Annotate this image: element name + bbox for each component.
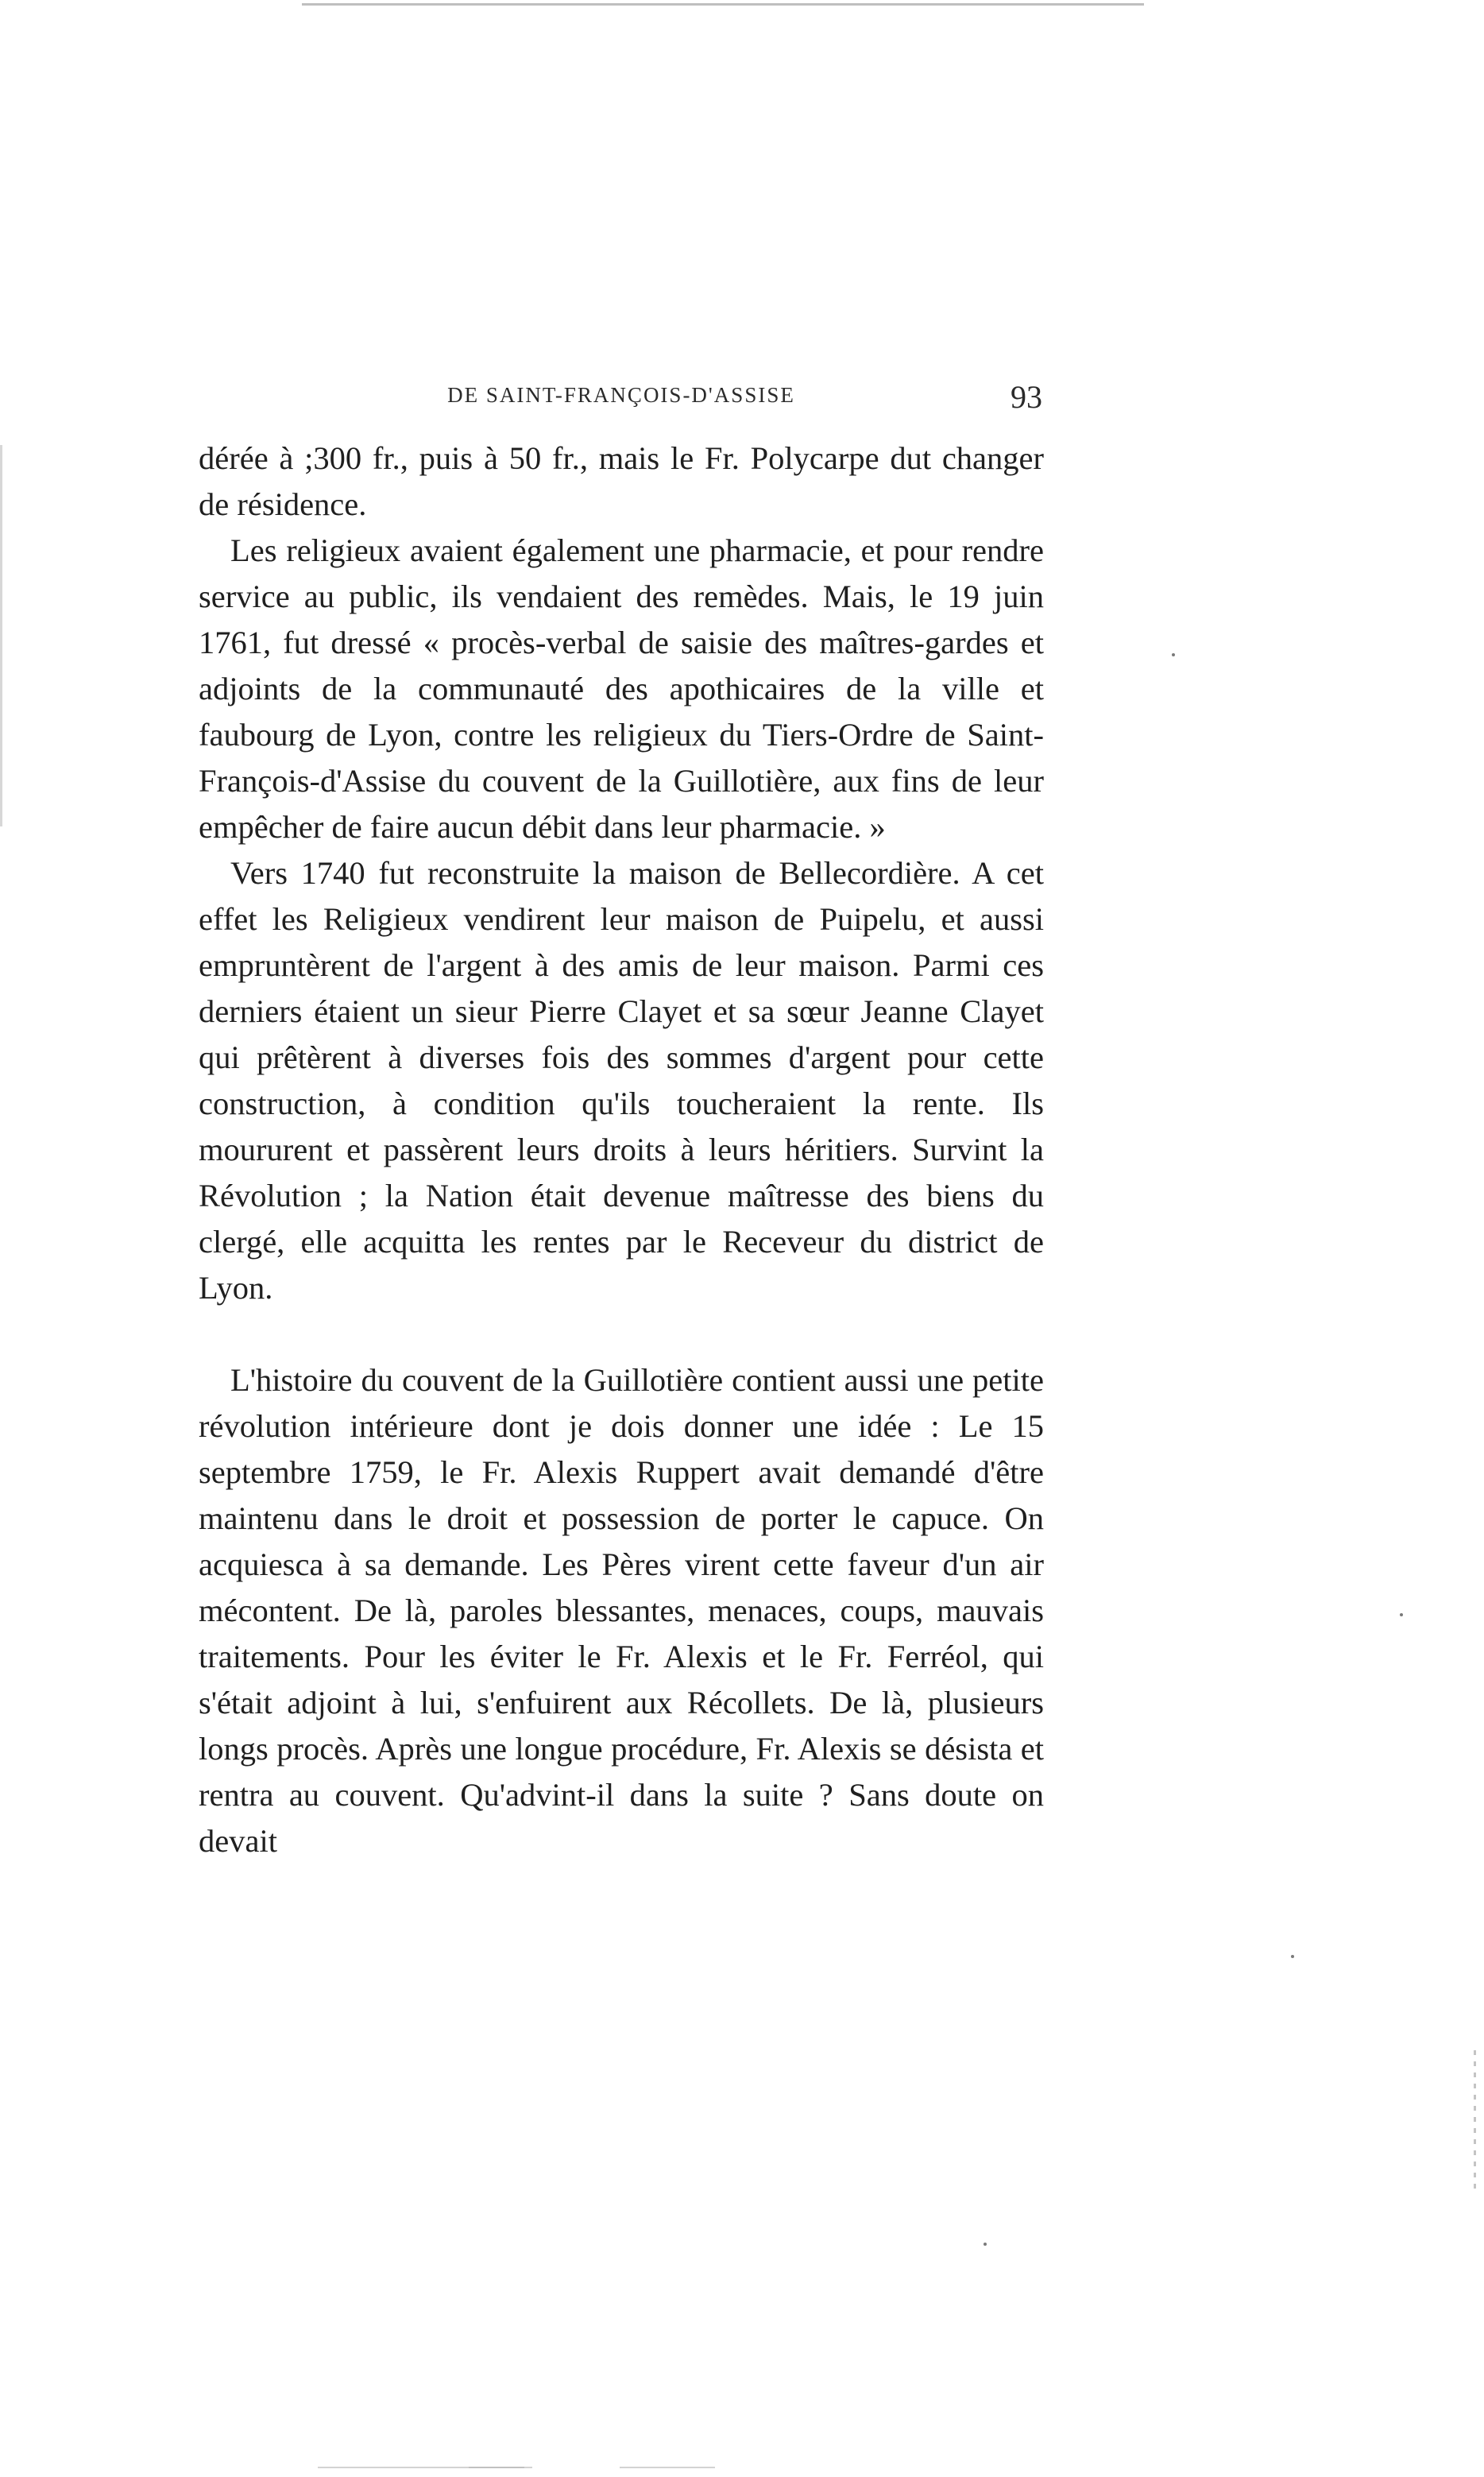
body-text <box>199 435 1044 1864</box>
paragraph-bellecordiere: Vers 1740 fut reconstruite la maison de Bellecordière. A cet effet les Religieux vendirent leur maison de Puipelu, et aussi empruntèrent de l'argent à des amis de leur maison. Parmi ces derniers étaient un sieur Pierre Clayet et sa sœur Jeanne Clayet qui prêtèrent à diverses fois des sommes d'argent pour cette construction, à condition qu'ils toucheraient la rente. Ils moururent et passèrent leurs droits à leurs héritiers. Survint la Révolution ; la Nation était devenue maîtresse des biens du clergé, elle acquitta les rentes par le Receveur du district de Lyon. <box>199 855 1044 1306</box>
scan-edge-bottom <box>620 2467 715 2468</box>
paragraph-revolution: L'histoire du couvent de la Guillotière contient aussi une petite révolution intérieure dont je dois donner une idée : Le 15 septembre 1759, le Fr. Alexis Ruppert avait demandé d'être maintenu dans le droit et possession de porter le capuce. On acquiesca à sa demande. Les Pères virent cette faveur d'un air mécontent. De là, paroles blessantes, menaces, coups, mauvais traitements. Pour les éviter le Fr. Alexis et le Fr. Ferréol, qui s'était adjoint à lui, s'enfuirent aux Récollets. De là, plusieurs longs procès. Après une longue procédure, Fr. Alexis se désista et rentra au couvent. Qu'advint-il dans la suite ? Sans doute on devait <box>199 1362 1044 1859</box>
paragraph-pharmacy: Les religieux avaient également une pharmacie, et pour rendre service au public, ils vendaient des remèdes. Mais, le 19 juin 1761, fut dressé « procès-verbal de saisie des maîtres-gardes et adjoints de la communauté des apothicaires de la ville et faubourg de Lyon, contre les religieux du Tiers-Ordre de Saint-François-d'Assise du couvent de la Guillotière, aux fins de leur empêcher de faire aucun débit dans leur pharmacie. » <box>199 532 1044 845</box>
scan-edge-bottom <box>469 2467 532 2468</box>
scan-speck <box>984 2243 987 2246</box>
scan-speck <box>1172 653 1175 656</box>
running-header <box>199 378 1044 434</box>
scan-edge-top <box>302 3 1144 6</box>
page-number: 93 <box>1011 379 1042 415</box>
book-page <box>199 378 1044 1864</box>
running-title: DE SAINT-FRANÇOIS-D'ASSISE <box>447 383 795 407</box>
scan-speck <box>1291 1955 1294 1958</box>
scan-edge-right <box>1474 2050 1476 2193</box>
paragraph-continuation: dérée à ;300 fr., puis à 50 fr., mais le Fr. Polycarpe dut changer de résidence. <box>199 440 1044 522</box>
scan-edge-left <box>0 445 2 826</box>
scan-speck <box>1400 1613 1403 1616</box>
